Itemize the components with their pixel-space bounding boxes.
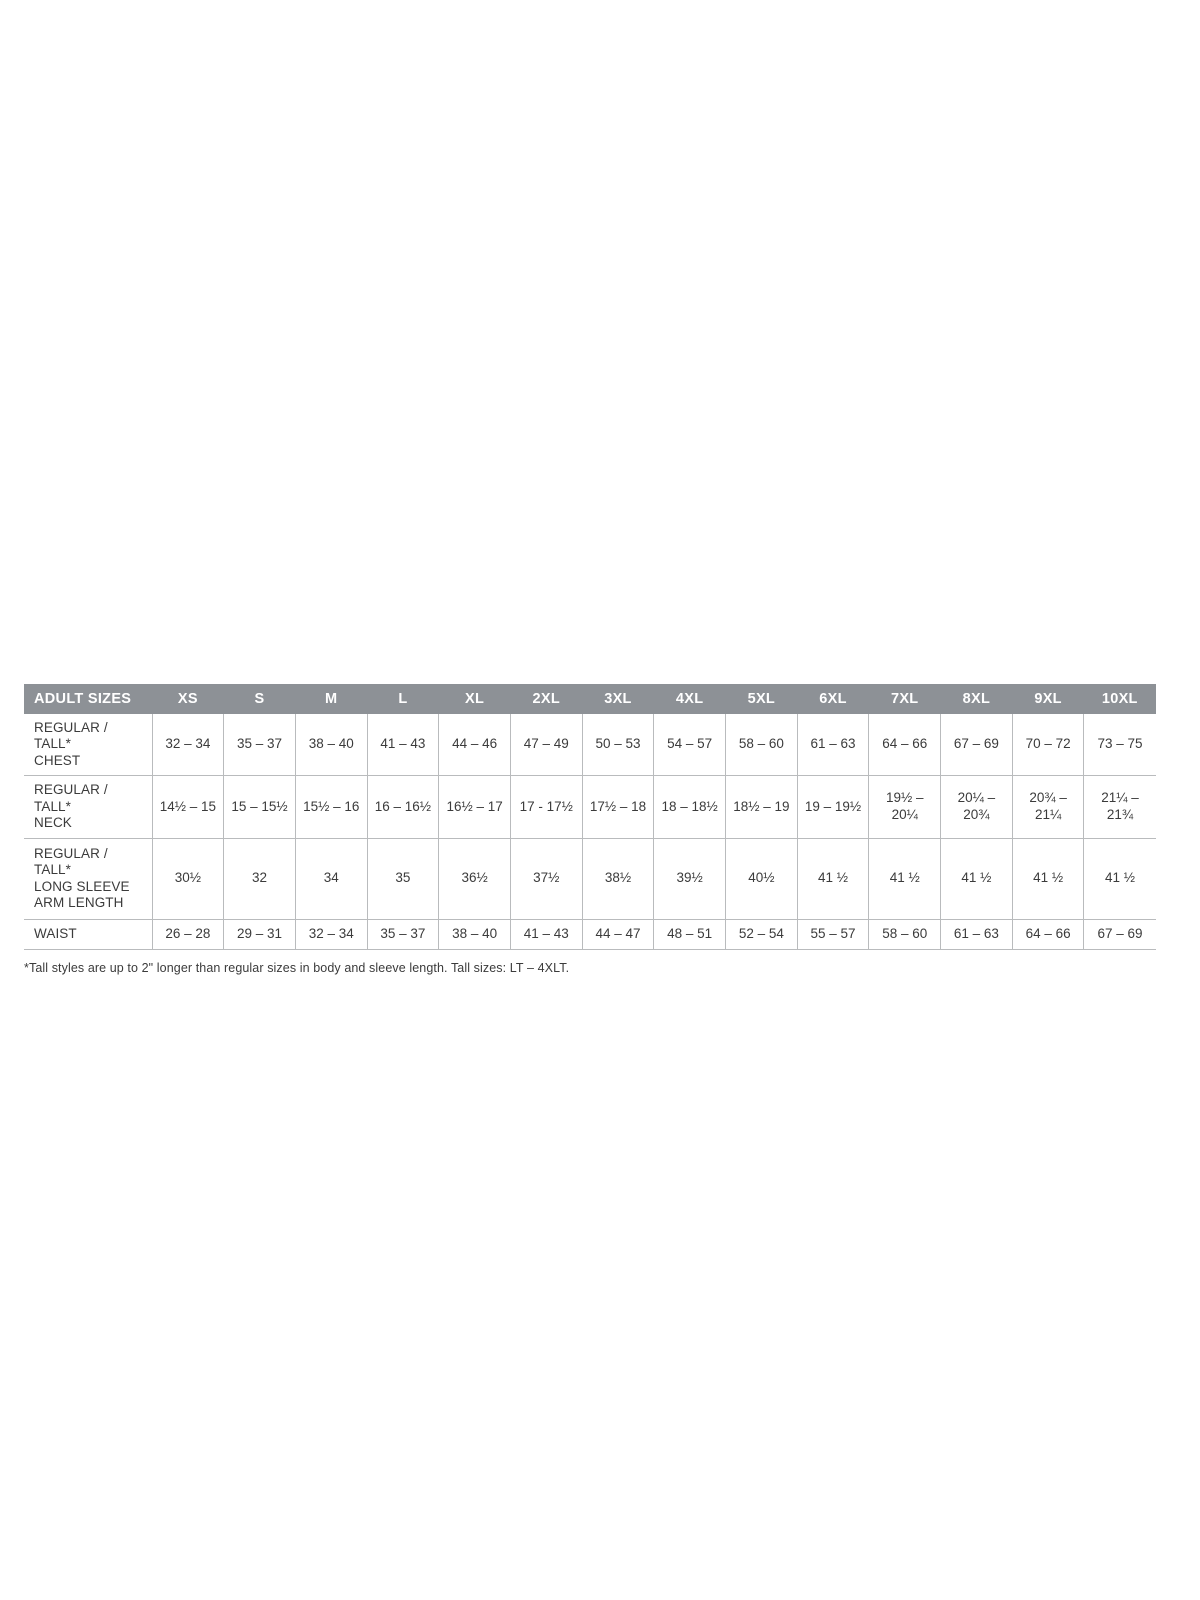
cell-arm-s: 32 — [224, 838, 296, 919]
cell-waist-m: 32 – 34 — [295, 919, 367, 949]
adult-sizes-table — [24, 684, 1156, 950]
size-chart-sheet — [24, 684, 1152, 975]
cell-arm-8xl: 41 ½ — [941, 838, 1013, 919]
cell-arm-xl: 36½ — [439, 838, 511, 919]
cell-neck-9xl: 20¾ – 21¼ — [1012, 776, 1084, 838]
header-size-5xl: 5XL — [726, 684, 798, 714]
cell-waist-7xl: 58 – 60 — [869, 919, 941, 949]
cell-chest-8xl: 67 – 69 — [941, 714, 1013, 776]
cell-waist-xs: 26 – 28 — [152, 919, 224, 949]
header-size-xs: XS — [152, 684, 224, 714]
row-label-arm-line3: ARM LENGTH — [34, 895, 124, 911]
cell-chest-xs: 32 – 34 — [152, 714, 224, 776]
table-row-chest — [24, 714, 1156, 776]
cell-chest-6xl: 61 – 63 — [797, 714, 869, 776]
header-size-3xl: 3XL — [582, 684, 654, 714]
row-label-neck-line1: REGULAR / TALL* — [34, 782, 108, 814]
table-row-arm-length — [24, 838, 1156, 919]
cell-chest-m: 38 – 40 — [295, 714, 367, 776]
cell-chest-3xl: 50 – 53 — [582, 714, 654, 776]
cell-arm-10xl: 41 ½ — [1084, 838, 1156, 919]
row-label-arm-length — [24, 838, 152, 919]
header-size-6xl: 6XL — [797, 684, 869, 714]
cell-chest-7xl: 64 – 66 — [869, 714, 941, 776]
header-size-l: L — [367, 684, 439, 714]
row-label-neck — [24, 776, 152, 838]
cell-arm-xs: 30½ — [152, 838, 224, 919]
table-footnote: *Tall styles are up to 2" longer than regular sizes in body and sleeve length. Tall sizes: LT – 4XLT. — [24, 960, 570, 975]
header-size-9xl: 9XL — [1012, 684, 1084, 714]
cell-neck-m: 15½ – 16 — [295, 776, 367, 838]
cell-neck-2xl: 17 - 17½ — [510, 776, 582, 838]
cell-arm-5xl: 40½ — [726, 838, 798, 919]
cell-waist-l: 35 – 37 — [367, 919, 439, 949]
cell-neck-l: 16 – 16½ — [367, 776, 439, 838]
cell-arm-l: 35 — [367, 838, 439, 919]
cell-chest-5xl: 58 – 60 — [726, 714, 798, 776]
header-size-7xl: 7XL — [869, 684, 941, 714]
cell-waist-3xl: 44 – 47 — [582, 919, 654, 949]
cell-chest-9xl: 70 – 72 — [1012, 714, 1084, 776]
header-size-10xl: 10XL — [1084, 684, 1156, 714]
cell-waist-6xl: 55 – 57 — [797, 919, 869, 949]
table-body — [24, 714, 1156, 949]
row-label-neck-line2: NECK — [34, 815, 72, 831]
cell-neck-8xl: 20¼ – 20¾ — [941, 776, 1013, 838]
cell-neck-5xl: 18½ – 19 — [726, 776, 798, 838]
cell-chest-l: 41 – 43 — [367, 714, 439, 776]
cell-arm-9xl: 41 ½ — [1012, 838, 1084, 919]
cell-chest-10xl: 73 – 75 — [1084, 714, 1156, 776]
cell-chest-xl: 44 – 46 — [439, 714, 511, 776]
table-row-waist — [24, 919, 1156, 949]
cell-neck-6xl: 19 – 19½ — [797, 776, 869, 838]
cell-arm-6xl: 41 ½ — [797, 838, 869, 919]
header-size-4xl: 4XL — [654, 684, 726, 714]
header-size-s: S — [224, 684, 296, 714]
cell-waist-5xl: 52 – 54 — [726, 919, 798, 949]
cell-neck-10xl: 21¼ – 21¾ — [1084, 776, 1156, 838]
cell-arm-7xl: 41 ½ — [869, 838, 941, 919]
row-label-waist: WAIST — [24, 919, 152, 949]
cell-arm-3xl: 38½ — [582, 838, 654, 919]
header-size-xl: XL — [439, 684, 511, 714]
row-label-arm-line1: REGULAR / TALL* — [34, 845, 108, 878]
row-label-chest-line2: CHEST — [34, 752, 81, 768]
cell-waist-xl: 38 – 40 — [439, 919, 511, 949]
header-size-m: M — [295, 684, 367, 714]
cell-arm-2xl: 37½ — [510, 838, 582, 919]
cell-neck-s: 15 – 15½ — [224, 776, 296, 838]
header-adult-sizes: ADULT SIZES — [24, 684, 152, 714]
header-size-8xl: 8XL — [941, 684, 1013, 714]
cell-neck-7xl: 19½ – 20¼ — [869, 776, 941, 838]
cell-neck-xs: 14½ – 15 — [152, 776, 224, 838]
cell-arm-4xl: 39½ — [654, 838, 726, 919]
table-row-neck — [24, 776, 1156, 838]
cell-neck-3xl: 17½ – 18 — [582, 776, 654, 838]
cell-waist-10xl: 67 – 69 — [1084, 919, 1156, 949]
cell-chest-4xl: 54 – 57 — [654, 714, 726, 776]
table-header — [24, 684, 1156, 714]
cell-waist-2xl: 41 – 43 — [510, 919, 582, 949]
cell-arm-m: 34 — [295, 838, 367, 919]
cell-chest-s: 35 – 37 — [224, 714, 296, 776]
header-size-2xl: 2XL — [510, 684, 582, 714]
cell-chest-2xl: 47 – 49 — [510, 714, 582, 776]
header-row — [24, 684, 1156, 714]
row-label-chest — [24, 714, 152, 776]
cell-neck-4xl: 18 – 18½ — [654, 776, 726, 838]
cell-waist-8xl: 61 – 63 — [941, 919, 1013, 949]
cell-neck-xl: 16½ – 17 — [439, 776, 511, 838]
row-label-chest-line1: REGULAR / TALL* — [34, 720, 108, 752]
row-label-arm-line2: LONG SLEEVE — [34, 878, 130, 894]
cell-waist-s: 29 – 31 — [224, 919, 296, 949]
cell-waist-9xl: 64 – 66 — [1012, 919, 1084, 949]
cell-waist-4xl: 48 – 51 — [654, 919, 726, 949]
